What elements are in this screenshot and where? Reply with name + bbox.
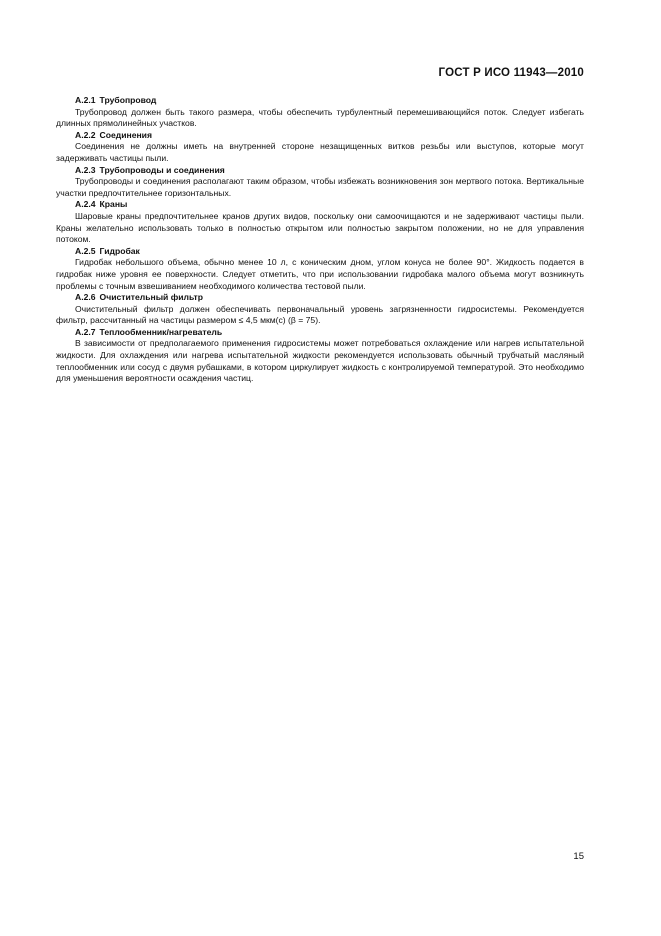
paragraph: В зависимости от предполагаемого применения гидросистемы может потребоваться охлаждение или нагрев испытательной жидкости. Для охлаждения или нагрева испытательной жидкости рекомендуется использовать обычный трубчатый масляный теплообменник или сосуд с двумя рубашками, в котором циркулирует жидкость с контролируемой температурой. Это необходимо для уменьшения вероятности осаждения частиц.: [56, 338, 584, 384]
document-header: ГОСТ Р ИСО 11943—2010: [438, 67, 584, 79]
section-number: А.2.7: [75, 326, 96, 337]
section-title: Гидробак: [99, 245, 140, 256]
section-number: А.2.1: [75, 95, 96, 105]
section-heading: [56, 246, 584, 258]
section-a-2-6: [56, 292, 584, 327]
section-heading: [56, 292, 584, 304]
section-number: А.2.6: [75, 292, 96, 303]
paragraph: Гидробак небольшого объема, обычно менее 10 л, с коническим дном, углом конуса не более 90°. Жидкость подается в гидробак ниже уровня ее поверхности. Следует отметить, что при использовании гидробака малого объема могут возникнуть проблемы с точным взвешиванием необходимого количества тестовой пыли.: [56, 257, 584, 291]
section-heading: [56, 327, 584, 339]
section-a-2-4: [56, 199, 584, 245]
section-title: Трубопровод: [99, 95, 157, 105]
section-heading: [56, 130, 584, 142]
document-body: [56, 95, 584, 385]
paragraph: Очистительный фильтр должен обеспечивать первоначальный уровень загрязненности гидросистемы. Рекомендуется фильтр, рассчитанный на частицы размером ≤ 4,5 мкм(с) (β = 75).: [56, 303, 584, 326]
section-number: А.2.4: [75, 199, 96, 210]
section-number: А.2.5: [75, 245, 96, 256]
section-title: Краны: [99, 199, 128, 210]
section-title: Трубопроводы и соединения: [99, 164, 225, 175]
section-a-2-1: [56, 95, 584, 130]
section-a-2-7: [56, 327, 584, 385]
paragraph: Трубопроводы и соединения располагают таким образом, чтобы избежать возникновения зон мертвого потока. Вертикальные участки предпочтительнее горизонтальных.: [56, 176, 584, 198]
section-title: Очистительный фильтр: [99, 292, 203, 303]
paragraph: Соединения не должны иметь на внутренней стороне незащищенных витков резьбы или выступов, которые могут задерживать частицы пыли.: [56, 141, 584, 163]
section-a-2-2: [56, 130, 584, 165]
section-heading: [56, 95, 584, 107]
section-title: Теплообменник/нагреватель: [99, 326, 223, 337]
paragraph: Шаровые краны предпочтительнее кранов других видов, поскольку они самоочищаются и не задерживают частицы пыли. Краны желательно использовать только в полностью открытом или полностью закрытом положении, но не для управления потоком.: [56, 210, 584, 245]
section-a-2-3: [56, 165, 584, 200]
section-heading: [56, 199, 584, 211]
section-heading: [56, 165, 584, 177]
section-title: Соединения: [99, 129, 152, 140]
page-number: 15: [573, 851, 584, 862]
section-number: А.2.2: [75, 129, 96, 140]
section-number: А.2.3: [75, 164, 96, 175]
section-a-2-5: [56, 246, 584, 292]
paragraph: Трубопровод должен быть такого размера, чтобы обеспечить турбулентный перемешивающийся поток. Следует избегать длинных прямолинейных участков.: [56, 106, 584, 129]
